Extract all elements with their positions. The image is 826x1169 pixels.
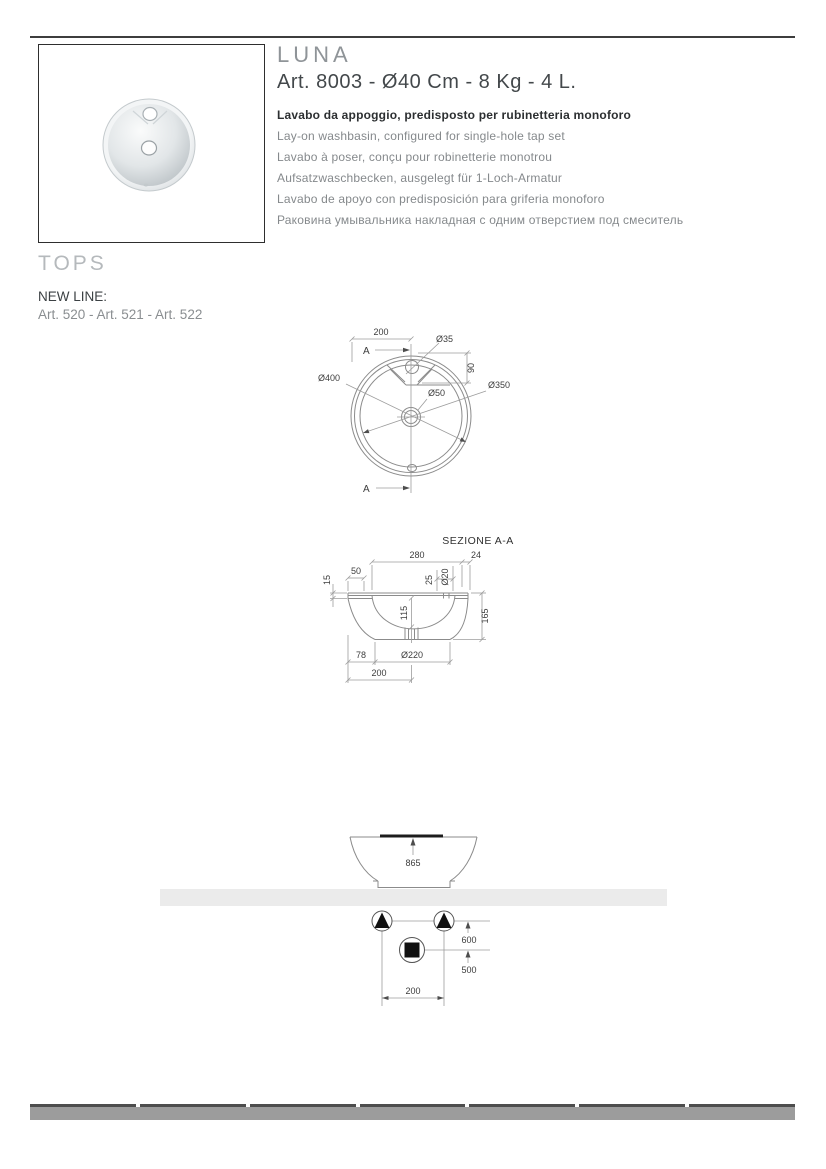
product-spec: Art. 8003 - Ø40 Cm - 8 Kg - 4 L. [277, 71, 577, 93]
drain-hole [142, 141, 157, 155]
installation-dimensions [382, 922, 471, 1001]
front-view-drawing [340, 823, 490, 895]
category-title: TOPS [38, 252, 107, 275]
dim-600-label: 600 [461, 935, 477, 945]
description-en: Lay-on washbasin, configured for single-hole tap set [277, 129, 565, 143]
new-line-articles: Art. 520 - Art. 521 - Art. 522 [38, 307, 203, 322]
dim-78-label: 78 [355, 650, 367, 660]
tap-hole [143, 108, 157, 121]
dim-115-label: 115 [399, 605, 409, 621]
top-view-drawing [300, 317, 545, 500]
drain-dia-label: Ø50 [428, 388, 446, 398]
description-de: Aufsatzwaschbecken, ausgelegt für 1-Loch-Armatur [277, 171, 563, 185]
description-fr: Lavabo à poser, conçu pour robinetterie monotrou [277, 150, 553, 164]
section-title: SEZIONE A-A [442, 535, 514, 547]
section-marker-bottom: A [363, 484, 370, 495]
description-es: Lavabo de apoyo con predisposición para griferia monoforo [277, 192, 605, 206]
product-photo [39, 45, 264, 242]
product-header [277, 42, 807, 231]
section-view-drawing [320, 525, 550, 690]
top-divider [30, 36, 795, 38]
product-name: LUNA [277, 42, 352, 67]
basin-dia-label: Ø350 [488, 380, 511, 390]
dim-280-label: 280 [409, 550, 425, 560]
tap-hole-dia-label: Ø35 [436, 334, 454, 344]
installation-drawing [350, 903, 530, 1013]
hole-dia-label: Ø20 [440, 568, 450, 586]
footer-bar [30, 1104, 795, 1121]
foot-dia-label: Ø220 [400, 650, 424, 660]
description-it: Lavabo da appoggio, predisposto per rubinetteria monoforo [277, 108, 632, 122]
dim-25-label: 25 [424, 574, 434, 586]
dim-50-label: 50 [350, 566, 362, 576]
dim-200-spacing-label: 200 [405, 986, 421, 996]
dim-500-label: 500 [461, 965, 477, 975]
dim-90-label: 90 [466, 362, 476, 374]
description-ru: Раковина умывальника накладная с одним отверстием под смеситель [277, 213, 684, 227]
dim-24-label: 24 [471, 550, 482, 560]
dim-200-bottom-label: 200 [371, 668, 387, 678]
installation-lines [382, 921, 490, 1006]
footer-bar-body [30, 1107, 795, 1120]
new-line-label: NEW LINE: [38, 289, 108, 304]
dim-15-label: 15 [322, 574, 332, 586]
overflow-mark [144, 184, 149, 187]
front-view-dimensions [411, 838, 416, 855]
dim-200-label: 200 [373, 327, 389, 337]
drain-square [405, 943, 420, 958]
outer-dia-label: Ø400 [318, 373, 341, 383]
section-marker-top: A [363, 346, 370, 357]
product-photo-frame [38, 44, 265, 243]
description-list [277, 105, 807, 231]
dim-865-label: 865 [405, 858, 421, 868]
dim-165-label: 165 [480, 608, 490, 624]
section-dimensions [330, 560, 486, 684]
